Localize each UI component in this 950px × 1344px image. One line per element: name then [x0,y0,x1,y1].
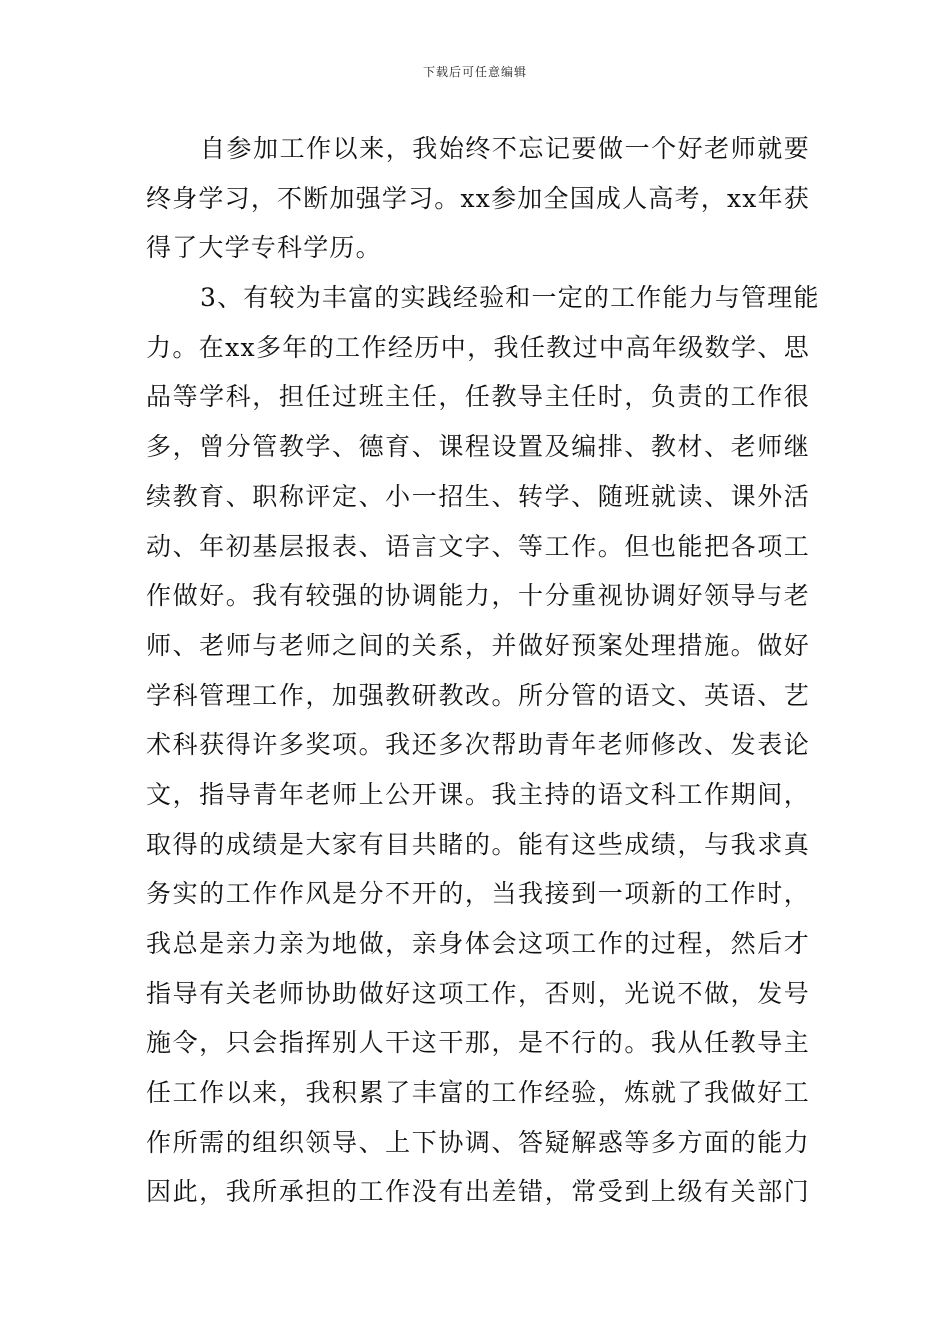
paragraph-2-line-1: 3、有较为丰富的实践经验和一定的工作能力与管理能 [200,283,820,313]
paragraph-2-line-7: 作做好。我有较强的协调能力，十分重视协调好领导与老 [146,581,810,611]
paragraph-2-line-13: 务实的工作作风是分不开的，当我接到一项新的工作时， [146,879,810,909]
paragraph-2-line-10: 术科获得许多奖项。我还多次帮助青年老师修改、发表论 [146,730,810,760]
paragraph-2-line-3: 品等学科，担任过班主任，任教导主任时，负责的工作很 [146,382,810,412]
paragraph-2-line-18: 作所需的组织领导、上下协调、答疑解惑等多方面的能力 [146,1127,810,1157]
paragraph-2-line-8: 师、老师与老师之间的关系，并做好预案处理措施。做好 [146,630,810,660]
paragraph-2-line-14: 我总是亲力亲为地做，亲身体会这项工作的过程，然后才 [146,929,810,958]
paragraph-1-line-1: 自参加工作以来，我始终不忘记要做一个好老师就要 [200,134,810,163]
document-body [146,124,820,1217]
paragraph-2-line-16: 施令，只会指挥别人干这干那，是不行的。我从任教导主 [146,1028,810,1058]
paragraph-2-line-6: 动、年初基层报表、语言文字、等工作。但也能把各项工 [146,531,810,561]
paragraph-2-line-9: 学科管理工作，加强教研教改。所分管的语文、英语、艺 [146,680,810,710]
paragraph-2-line-12: 取得的成绩是大家有目共睹的。能有这些成绩，与我求真 [146,829,810,859]
paragraph-2-line-5: 续教育、职称评定、小一招生、转学、随班就读、课外活 [146,481,810,511]
paragraph-2-line-11: 文，指导青年老师上公开课。我主持的语文科工作期间， [146,779,810,809]
page-header: 下载后可任意编辑 [422,65,527,79]
paragraph-1-line-3: 得了大学专科学历。 [146,233,382,263]
paragraph-2-line-19: 因此，我所承担的工作没有出差错，常受到上级有关部门 [146,1177,810,1207]
paragraph-2-line-4: 多，曾分管教学、德育、课程设置及编排、教材、老师继 [146,432,810,462]
paragraph-2-line-2: 力。在xx多年的工作经历中，我任教过中高年级数学、思 [146,332,810,362]
paragraph-2-line-15: 指导有关老师协助做好这项工作，否则，光说不做，发号 [146,978,810,1008]
paragraph-1-line-2: 终身学习，不断加强学习。xx参加全国成人高考，xx年获 [146,183,810,213]
paragraph-2-line-17: 任工作以来，我积累了丰富的工作经验，炼就了我做好工 [146,1078,810,1108]
